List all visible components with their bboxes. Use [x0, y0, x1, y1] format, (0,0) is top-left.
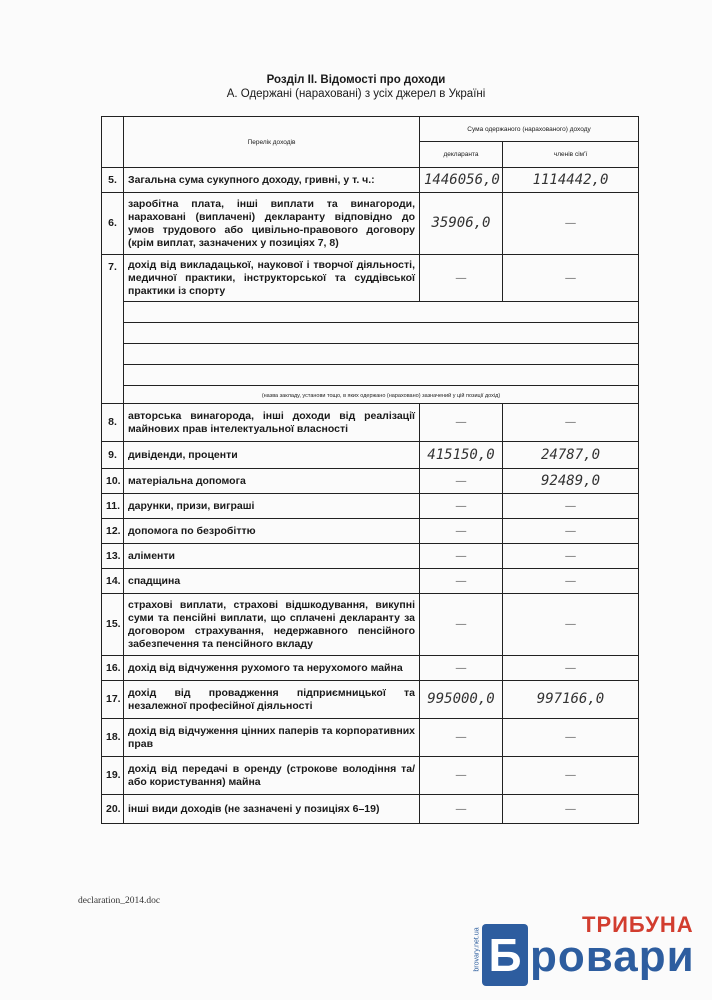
- row-number: 8.: [102, 404, 124, 442]
- row-label: допомога по безробіттю: [124, 519, 420, 544]
- table-row: [102, 656, 639, 681]
- row-label: дохід від провадження підприємницької та незалежної професійної діяльності: [124, 681, 420, 719]
- footer-filename: declaration_2014.doc: [78, 896, 161, 906]
- row-number: 19.: [102, 757, 124, 795]
- row-number: 7.: [102, 255, 124, 404]
- row-number: 13.: [102, 544, 124, 569]
- table-row: [102, 544, 639, 569]
- institution-line: [124, 302, 639, 323]
- table-row: [102, 719, 639, 757]
- family-value: —: [503, 594, 639, 656]
- table-row: [102, 404, 639, 442]
- declarant-value: 35906,0: [420, 193, 503, 255]
- row-label: матеріальна допомога: [124, 469, 420, 494]
- row-label: заробітна плата, інші виплати та винагороди, нараховані (виплачені) декларанту відповідно до умов трудового або цивільно-правового договору (крім виплат, зазначених у позиціях 7, 8): [124, 193, 420, 255]
- row-number: 18.: [102, 719, 124, 757]
- declarant-value: —: [420, 719, 503, 757]
- family-value: —: [503, 519, 639, 544]
- logo-site: brovary.net.ua: [473, 927, 481, 972]
- row-label: Загальна сума сукупного доходу, гривні, у т. ч.:: [124, 168, 420, 193]
- declarant-value: —: [420, 544, 503, 569]
- row-number: 9.: [102, 442, 124, 469]
- row-label: дарунки, призи, виграші: [124, 494, 420, 519]
- row-number: 17.: [102, 681, 124, 719]
- logo-word: ровари: [530, 932, 695, 981]
- declarant-value: —: [420, 255, 503, 302]
- row-number: 14.: [102, 569, 124, 594]
- header-number-cell: [102, 117, 124, 168]
- table-row: [102, 594, 639, 656]
- row-number: 10.: [102, 469, 124, 494]
- family-value: —: [503, 193, 639, 255]
- family-value: 92489,0: [503, 469, 639, 494]
- row-number: 15.: [102, 594, 124, 656]
- logo-top-word: ТРИБУНА: [582, 912, 694, 937]
- section-subtitle: А. Одержані (нараховані) з усіх джерел в Україні: [226, 88, 486, 100]
- row-number: 16.: [102, 656, 124, 681]
- table-row: [102, 442, 639, 469]
- row-number: 11.: [102, 494, 124, 519]
- declarant-value: —: [420, 569, 503, 594]
- institution-line: [124, 344, 639, 365]
- row-number: 12.: [102, 519, 124, 544]
- table-row: [102, 193, 639, 255]
- logo-letter-block: Б: [482, 924, 528, 986]
- institution-line: [124, 323, 639, 344]
- family-value: —: [503, 757, 639, 795]
- table-row: [102, 569, 639, 594]
- row-number: 5.: [102, 168, 124, 193]
- row-number: 20.: [102, 795, 124, 824]
- table-row: [102, 519, 639, 544]
- declarant-value: 1446056,0: [420, 168, 503, 193]
- declarant-value: —: [420, 656, 503, 681]
- row-label: дохід від відчуження цінних паперів та корпоративних прав: [124, 719, 420, 757]
- family-value: —: [503, 404, 639, 442]
- declarant-value: 415150,0: [420, 442, 503, 469]
- declarant-value: —: [420, 404, 503, 442]
- institution-caption: (назва закладу, установи тощо, в яких одержано (нараховано) зазначений у цій позиції дохід): [124, 386, 639, 404]
- table-row: [102, 757, 639, 795]
- declarant-value: —: [420, 757, 503, 795]
- declarant-value: —: [420, 469, 503, 494]
- row-label: дохід від передачі в оренду (строкове володіння та/або користування) майна: [124, 757, 420, 795]
- declarant-value: 995000,0: [420, 681, 503, 719]
- row-label: аліменти: [124, 544, 420, 569]
- table-row: [102, 255, 639, 302]
- family-value: —: [503, 544, 639, 569]
- family-value: —: [503, 795, 639, 824]
- row-label: дохід від відчуження рухомого та нерухомого майна: [124, 656, 420, 681]
- institution-line: [124, 365, 639, 386]
- family-value: 24787,0: [503, 442, 639, 469]
- header-family: членів сім'ї: [503, 142, 639, 168]
- declarant-value: —: [420, 594, 503, 656]
- declarant-value: —: [420, 519, 503, 544]
- section-title: Розділ II. Відомості про доходи: [266, 74, 446, 86]
- declarant-value: —: [420, 494, 503, 519]
- row-label: авторська винагорода, інші доходи від реалізації майнових прав інтелектуальної власності: [124, 404, 420, 442]
- family-value: —: [503, 494, 639, 519]
- table-row: [102, 469, 639, 494]
- row-label: дивіденди, проценти: [124, 442, 420, 469]
- table-row: [102, 681, 639, 719]
- family-value: 1114442,0: [503, 168, 639, 193]
- family-value: —: [503, 656, 639, 681]
- row-number: 6.: [102, 193, 124, 255]
- header-amount: Сума одержаного (нарахованого) доходу: [420, 117, 639, 142]
- table-row: [102, 168, 639, 193]
- header-income-list: Перелік доходів: [124, 117, 420, 168]
- table-row: [102, 494, 639, 519]
- family-value: —: [503, 255, 639, 302]
- table-row: [102, 795, 639, 824]
- header-declarant: декларанта: [420, 142, 503, 168]
- tribuna-brovary-logo: [472, 910, 700, 990]
- family-value: —: [503, 719, 639, 757]
- family-value: 997166,0: [503, 681, 639, 719]
- income-table: [101, 116, 639, 824]
- row-label: дохід від викладацької, наукової і творчої діяльності, медичної практики, інструкторської та суддівської практики із спорту: [124, 255, 420, 302]
- row-label: інші види доходів (не зазначені у позиціях 6–19): [124, 795, 420, 824]
- declarant-value: —: [420, 795, 503, 824]
- row-label: спадщина: [124, 569, 420, 594]
- family-value: —: [503, 569, 639, 594]
- row-label: страхові виплати, страхові відшкодування, викупні суми та пенсійні виплати, що сплачені декларанту за договором страхування, недержавного пенсійного забезпечення та пенсійного вкладу: [124, 594, 420, 656]
